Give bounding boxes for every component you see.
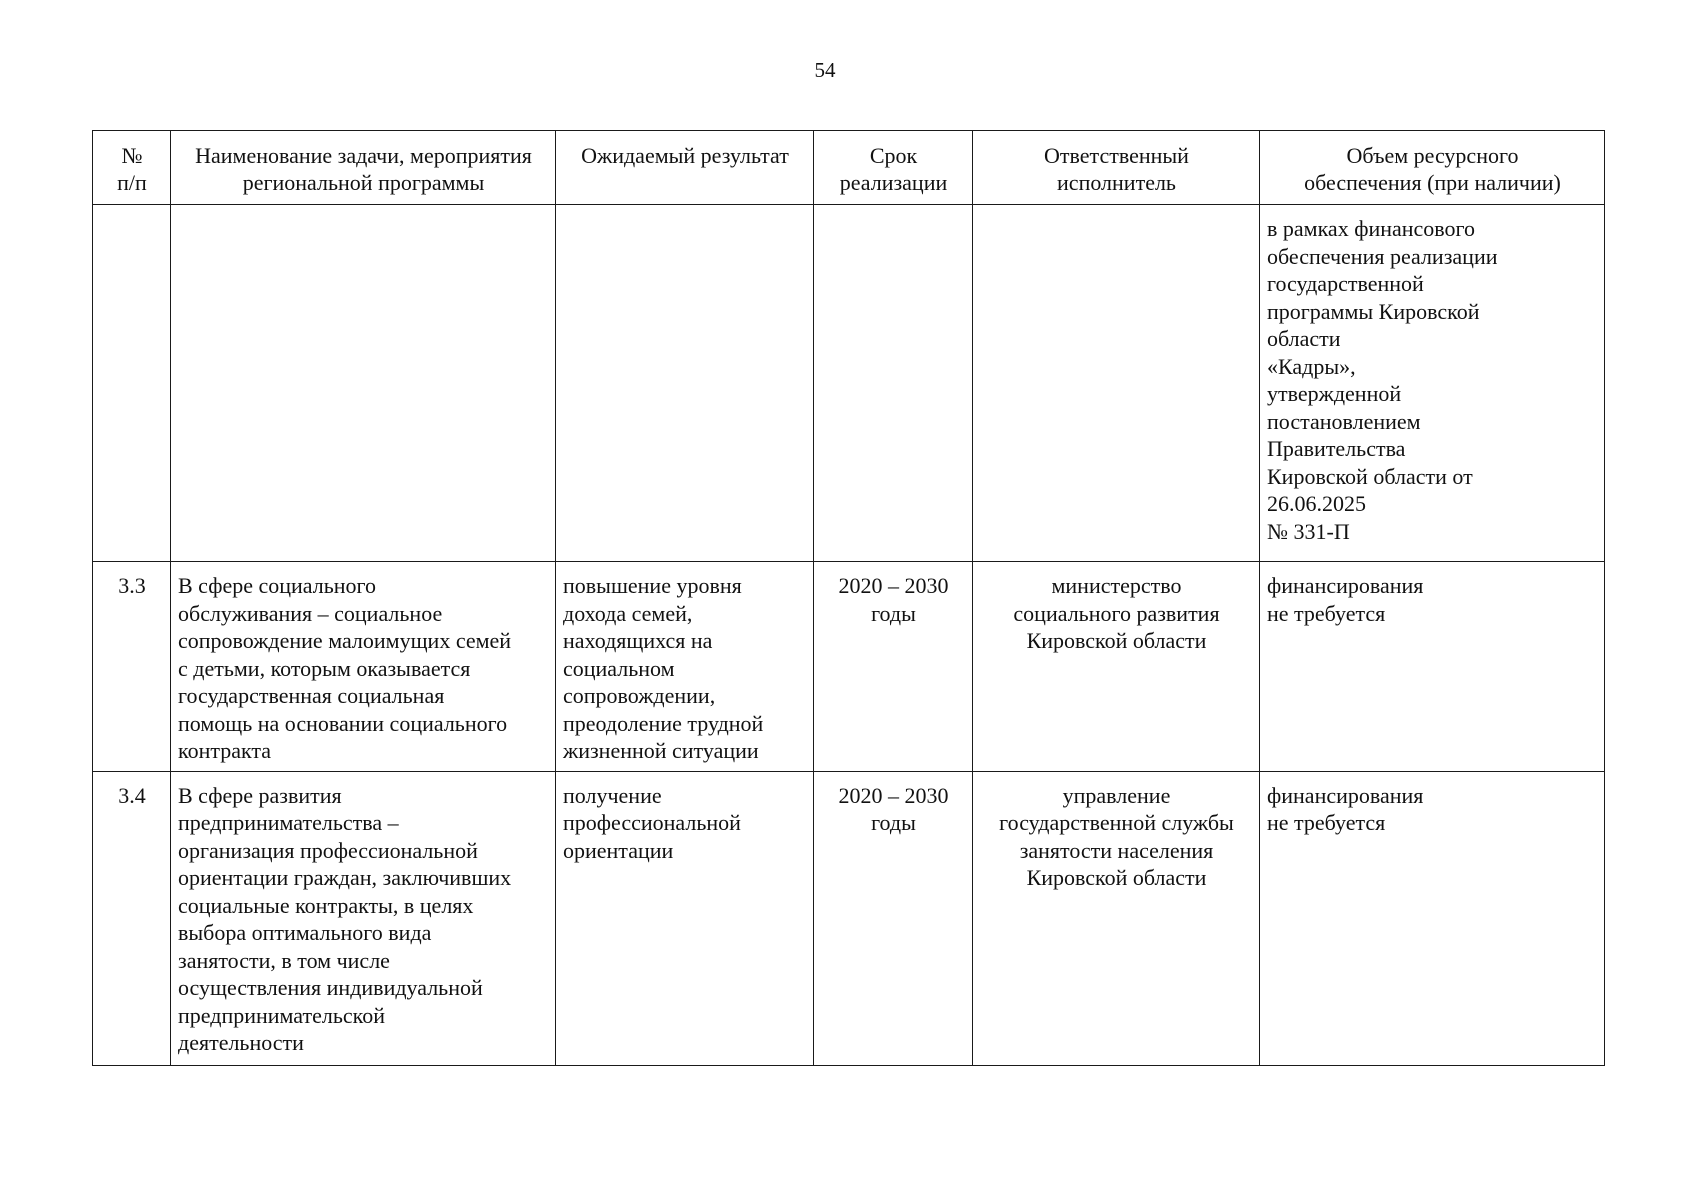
cell-executor: управление государственной службы занятости населения Кировской области	[973, 771, 1260, 1065]
header-term: Срок реализации	[814, 131, 973, 205]
table-row	[93, 205, 1605, 562]
header-executor: Ответственный исполнитель	[973, 131, 1260, 205]
cell-task	[171, 205, 556, 562]
cell-result: получение профессиональной ориентации	[556, 771, 814, 1065]
cell-term: 2020 – 2030 годы	[814, 771, 973, 1065]
header-result: Ожидаемый результат	[556, 131, 814, 205]
table-row	[93, 771, 1605, 1065]
cell-number	[93, 205, 171, 562]
cell-executor	[973, 205, 1260, 562]
header-task: Наименование задачи, мероприятия региональной программы	[171, 131, 556, 205]
cell-resources: финансирования не требуется	[1260, 771, 1605, 1065]
cell-task: В сфере развития предпринимательства – организация профессиональной ориентации граждан, заключивших социальные контракты, в целях выбора оптимального вида занятости, в том числе осуществления индивидуальной предпринимательской деятельности	[171, 771, 556, 1065]
cell-number: 3.3	[93, 562, 171, 772]
table-row	[93, 562, 1605, 772]
cell-result: повышение уровня дохода семей, находящихся на социальном сопровождении, преодоление трудной жизненной ситуации	[556, 562, 814, 772]
cell-task: В сфере социального обслуживания – социальное сопровождение малоимущих семей с детьми, которым оказывается государственная социальная помощь на основании социального контракта	[171, 562, 556, 772]
program-table	[92, 130, 1605, 1066]
page-number: 54	[814, 58, 836, 82]
cell-result	[556, 205, 814, 562]
cell-term: 2020 – 2030 годы	[814, 562, 973, 772]
cell-resources: в рамках финансового обеспечения реализации государственной программы Кировской области «Кадры», утвержденной постановлением Правительства Кировской области от 26.06.2025 № 331-П	[1260, 205, 1605, 562]
header-resources: Объем ресурсного обеспечения (при наличии)	[1260, 131, 1605, 205]
table-header-row	[93, 131, 1605, 205]
cell-executor: министерство социального развития Кировской области	[973, 562, 1260, 772]
cell-number: 3.4	[93, 771, 171, 1065]
header-number: № п/п	[93, 131, 171, 205]
cell-term	[814, 205, 973, 562]
cell-resources: финансирования не требуется	[1260, 562, 1605, 772]
